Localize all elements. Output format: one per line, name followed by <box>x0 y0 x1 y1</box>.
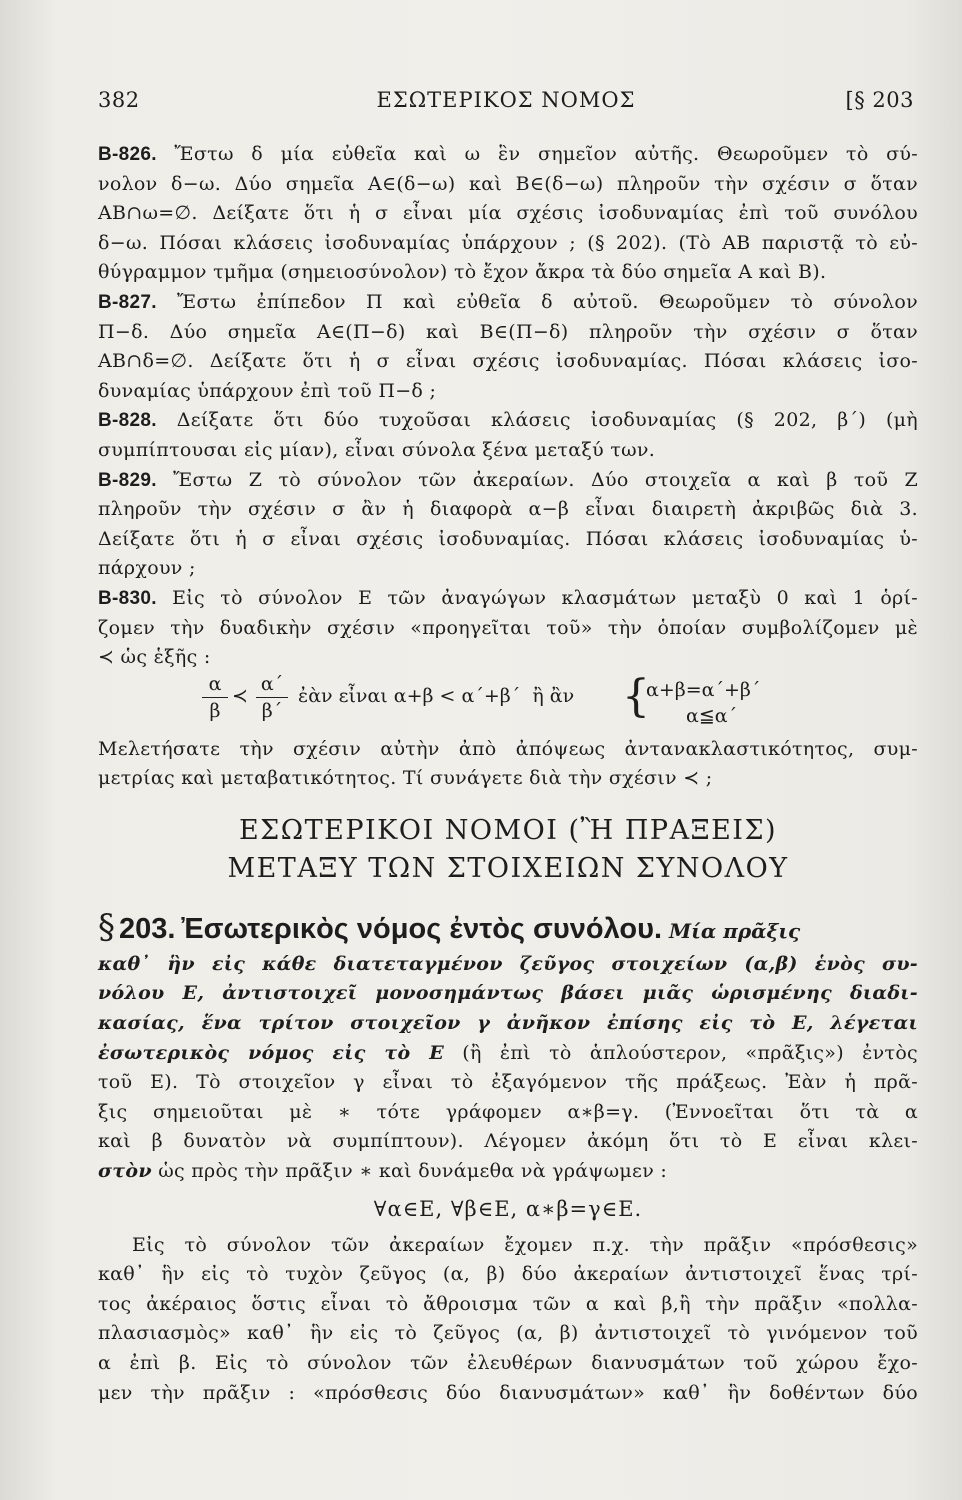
text-line: καθ᾿ ἣν εἰς τὸ τυχὸν ζεῦγος (α, β) δύο ἀκεραίων ἀντιστοιχεῖ ἕνας τρί- <box>98 1263 918 1286</box>
text-line: μεν τὴν πρᾶξιν : «πρόσθεσις δύο διανυσμάτων» καθ᾿ ἣν δοθέντων δύο <box>98 1381 918 1404</box>
page-number: 382 <box>98 88 140 112</box>
problem-label: B-827. <box>98 291 157 313</box>
chapter-heading <box>98 812 918 888</box>
display-formula: ∀α∈E, ∀β∈E, α∗β=γ∈E. <box>373 1196 643 1221</box>
line-text: Δείξατε ὅτι δύο τυχοῦσαι κλάσεις ἰσοδυναμίας (§ 202, β΄) (μὴ <box>156 409 918 432</box>
problem-b826 <box>98 140 918 288</box>
precedes-symbol: ≺ <box>232 684 248 707</box>
text-line: νολον δ−ω. Δύο σημεῖα A∈(δ−ω) καὶ B∈(δ−ω) πληροῦν τὴν σχέσιν σ ὅταν <box>98 172 918 195</box>
text-line: Μελετήσατε τὴν σχέσιν αὐτὴν ἀπὸ ἀπόψεως ἀντανακλαστικότητος, συμ- <box>98 737 918 760</box>
fraction-bar <box>202 697 228 698</box>
page-body <box>98 140 918 1408</box>
problem-b827 <box>98 288 918 406</box>
line-text: Ἔστω δ μία εὐθεῖα καὶ ω ἓν σημεῖον αὐτῆς. Θεωροῦμεν τὸ σύ- <box>156 143 918 165</box>
definition-line: νόλου E, ἀντιστοιχεῖ μονοσημάντως βάσει μιᾶς ὡρισμένης διαδι- <box>98 982 918 1005</box>
text-line: θύγραμμον τμῆμα (σημειοσύνολον) τὸ ἔχον ἄκρα τὰ δύο σημεῖα A καὶ B). <box>98 261 827 284</box>
text-line <box>98 1039 918 1069</box>
text-line: τος ἀκέραιος ὅστις εἶναι τὸ ἄθροισμα τῶν α καὶ β,ἢ τὴν πρᾶξιν «πολλα- <box>98 1292 918 1315</box>
definition-line: κασίας, ἕνα τρίτον στοιχεῖον γ ἀνῆκον ἐπίσης εἰς τὸ E, λέγεται <box>98 1012 918 1035</box>
problem-b828 <box>98 406 918 465</box>
numerator: α΄ <box>260 672 284 695</box>
case-line: α+β=α΄+β΄ <box>646 678 761 701</box>
text-line <box>98 288 918 318</box>
text-line: πληροῦν τὴν σχέσιν σ ἂν ἡ διαφορὰ α−β εἶναι διαιρετὴ ἀκριβῶς διὰ 3. <box>98 498 918 521</box>
heading-line: ΕΣΩΤΕΡΙΚΟΙ ΝΟΜΟΙ (Ἢ ΠΡΑΞΕΙΣ) <box>238 814 778 846</box>
text-line: μετρίας καὶ μεταβατικότητος. Τί συνάγετε διὰ τὴν σχέσιν ≺ ; <box>98 767 713 790</box>
text-line: τοῦ E). Τὸ στοιχεῖον γ εἶναι τὸ ἐξαγόμενον τῆς πράξεως. Ἐὰν ἡ πρᾶ- <box>98 1071 918 1094</box>
defined-term: ἐσωτερικὸς νόμος εἰς τὸ E <box>98 1041 445 1064</box>
section-sign: § <box>98 906 115 947</box>
fraction-alpha-beta-prime <box>256 673 288 722</box>
conditions-cases <box>646 677 760 729</box>
numerator: α <box>208 672 222 695</box>
definition-line: καθ᾿ ἣν εἰς κάθε διατεταγμένον ζεῦγος στοιχείων (α,β) ἑνὸς συ- <box>98 952 918 975</box>
problem-b830 <box>98 584 918 794</box>
text-line: πλασιασμὸς» καθ᾿ ἣν εἰς τὸ ζεῦγος (α, β) ἀντιστοιχεῖ τὸ γινόμενον τοῦ <box>98 1322 918 1345</box>
relation-formula <box>98 670 918 735</box>
section-number: 203. <box>119 912 176 945</box>
problem-label: B-830. <box>98 587 157 609</box>
section-title: Ἐσωτερικὸς νόμος ἐντὸς συνόλου. <box>181 912 663 945</box>
text-line: συμπίπτουσαι εἰς μίαν), εἶναι σύνολα ξένα μεταξύ των. <box>98 438 656 461</box>
problem-label: B-826. <box>98 144 157 165</box>
section-203 <box>98 904 918 1408</box>
text-line: Εἰς τὸ σύνολον τῶν ἀκεραίων ἔχομεν π.χ. τὴν πρᾶξιν «πρόσθεσις» <box>132 1233 918 1256</box>
section-title-line <box>98 904 918 950</box>
text-line <box>98 406 918 436</box>
denominator: β΄ <box>261 699 283 722</box>
heading-line: ΜΕΤΑΞΥ ΤΩΝ ΣΤΟΙΧΕΙΩΝ ΣΥΝΟΛΟΥ <box>227 852 789 884</box>
text-line: καὶ β δυνατὸν νὰ συμπίπτουν). Λέγομεν ἀκόμη ὅτι τὸ E εἶναι κλει- <box>98 1130 918 1153</box>
text-line: δυναμίας ὑπάρχουν ἐπὶ τοῦ Π−δ ; <box>98 379 437 402</box>
line-text: (ἢ ἐπὶ τὸ ἁπλούστερον, «πρᾶξις») ἐντὸς <box>444 1041 918 1064</box>
text-line: AB∩ω=∅. Δείξατε ὅτι ἡ σ εἶναι μία σχέσις ἰσοδυναμίας ἐπὶ τοῦ συνόλου <box>98 202 918 225</box>
text-line: ≺ ὡς ἑξῆς : <box>98 646 211 669</box>
text-line: δ−ω. Πόσαι κλάσεις ἰσοδυναμίας ὑπάρχουν ; (§ 202). (Τὸ AB παριστᾷ τὸ εὐ- <box>98 231 918 254</box>
text-line: Π−δ. Δύο σημεῖα A∈(Π−δ) καὶ B∈(Π−δ) πληροῦν τὴν σχέσιν σ ὅταν <box>98 320 918 343</box>
text-line: ξις σημειοῦται μὲ ∗ τότε γράφομεν α∗β=γ. (Ἐννοεῖται ὅτι τὰ α <box>98 1100 918 1123</box>
condition-text: ἐὰν εἶναι α+β < α΄+β΄ ἢ ἂν <box>298 684 575 707</box>
problem-label: B-828. <box>98 410 157 432</box>
text-line: Δείξατε ὅτι ἡ σ εἶναι σχέσις ἰσοδυναμίας. Πόσαι κλάσεις ἰσοδυναμίας ὑ- <box>98 527 918 550</box>
text-line: AB∩δ=∅. Δείξατε ὅτι ἡ σ εἶναι σχέσις ἰσοδυναμίας. Πόσαι κλάσεις ἰσο- <box>98 350 918 373</box>
section-reference: [§ 203 <box>845 88 914 112</box>
text-line <box>98 1157 918 1187</box>
text-line <box>98 140 918 170</box>
text-line <box>98 584 918 614</box>
problem-b829 <box>98 466 918 584</box>
left-brace-icon: { <box>622 670 650 722</box>
defined-term: στὸν <box>98 1160 152 1183</box>
text-line <box>98 466 918 496</box>
text-line: α ἐπὶ β. Εἰς τὸ σύνολον τῶν ἐλευθέρων διανυσμάτων τοῦ χώρου ἔχο- <box>98 1352 918 1374</box>
running-title: ΕΣΩΤΕΡΙΚΟΣ ΝΟΜΟΣ <box>376 88 636 112</box>
line-text: Ἔστω ἐπίπεδον Π καὶ εὐθεῖα δ αὐτοῦ. Θεωροῦμεν τὸ σύνολον <box>156 290 918 313</box>
case-line: α≦α΄ <box>686 704 738 727</box>
text-line: πάρχουν ; <box>98 557 196 580</box>
fraction-alpha-beta <box>202 673 228 722</box>
fraction-bar <box>256 697 288 698</box>
denominator: β <box>209 699 221 722</box>
running-header <box>98 88 914 118</box>
text-line: ζομεν τὴν δυαδικὴν σχέσιν «προηγεῖται τοῦ» τὴν ὁποίαν συμβολίζομεν μὲ <box>98 616 918 639</box>
line-text: Ἔστω Z τὸ σύνολον τῶν ἀκεραίων. Δύο στοιχεῖα α καὶ β τοῦ Z <box>156 468 918 491</box>
line-text: ὡς πρὸς τὴν πρᾶξιν ∗ καὶ δυνάμεθα νὰ γράψωμεν : <box>151 1160 668 1183</box>
problem-label: B-829. <box>98 469 157 491</box>
section-lead-text: Μία πρᾶξις <box>662 918 801 943</box>
line-text: Εἰς τὸ σύνολον E τῶν ἀναγώγων κλασμάτων μεταξὺ 0 καὶ 1 ὁρί- <box>156 586 918 609</box>
